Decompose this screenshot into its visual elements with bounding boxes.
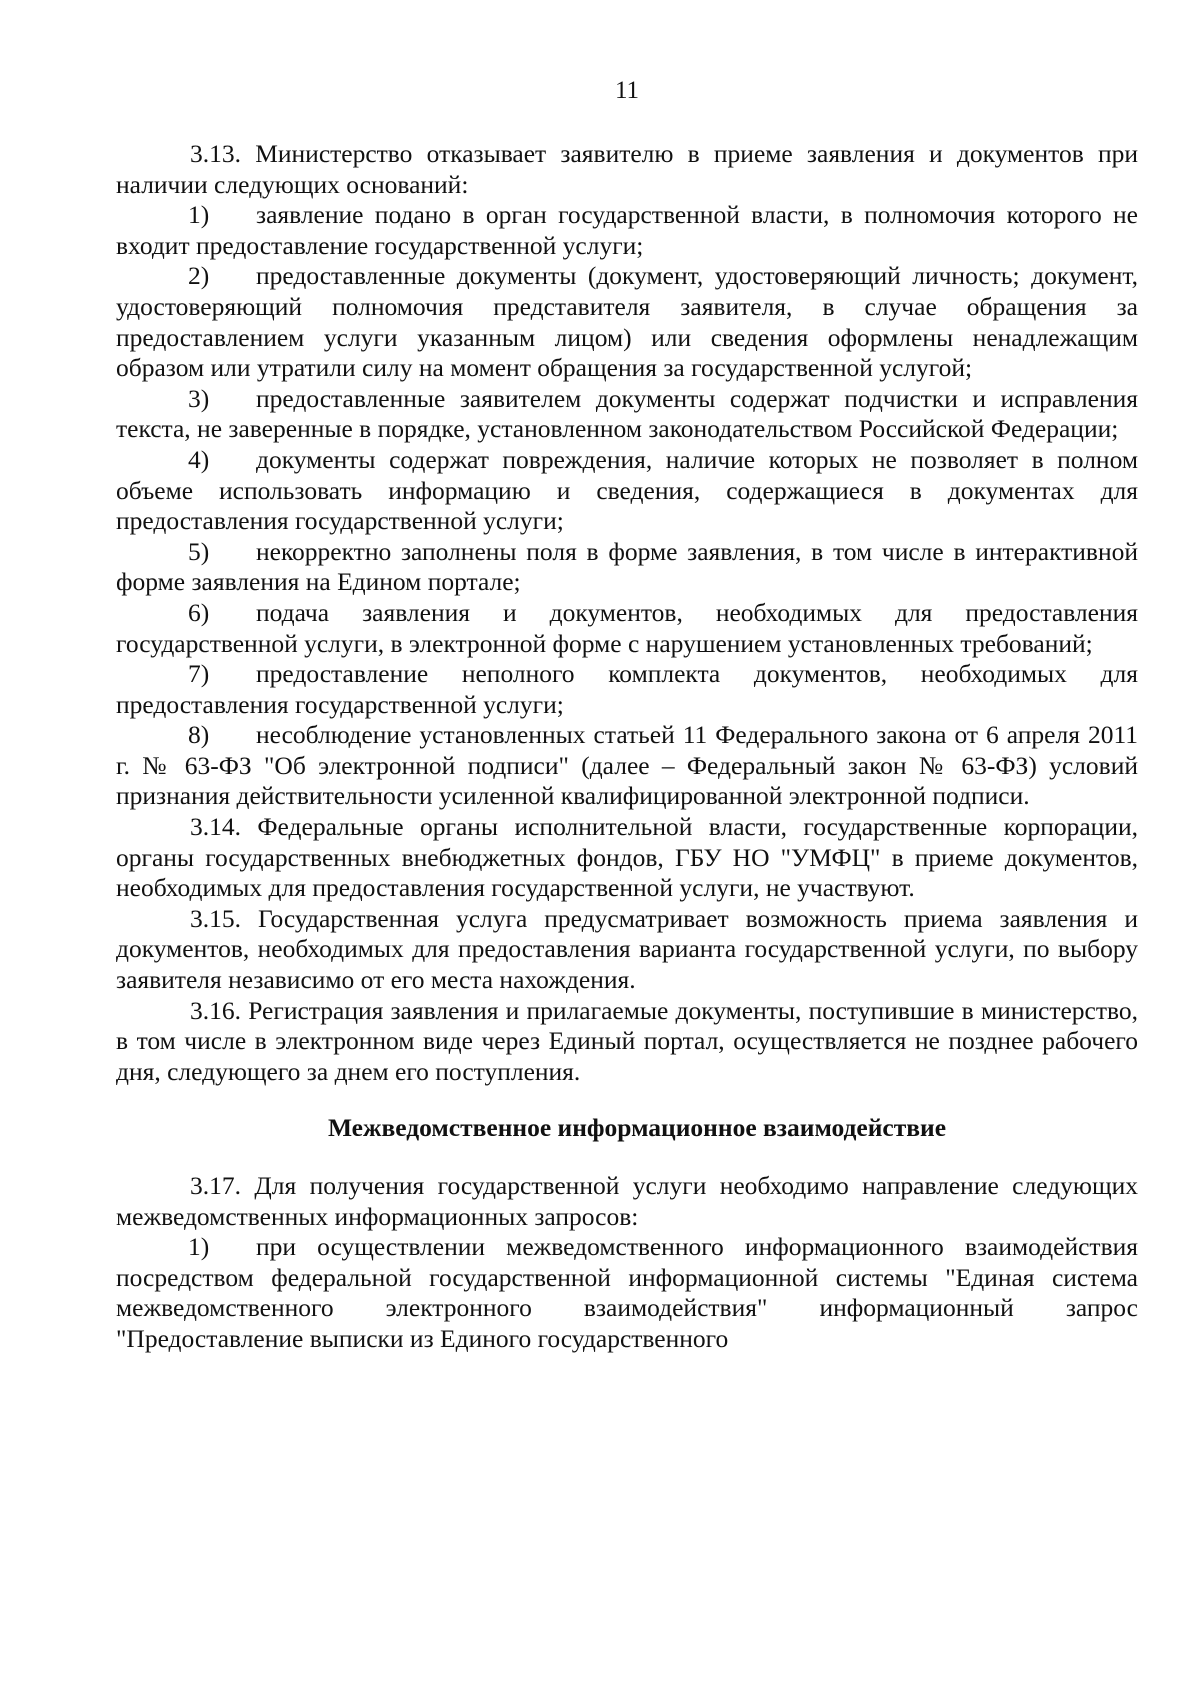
list-item-number: 6) [188, 597, 210, 627]
list-item-text: подача заявления и документов, необходимых для предоставления государственной услуги, в электронной форме с нарушением установленных требований; [116, 597, 1138, 658]
document-body [116, 139, 1138, 1355]
list-item-number: 4) [188, 444, 210, 474]
list-item-1 [116, 200, 1138, 261]
paragraph-3-16: 3.16. Регистрация заявления и прилагаемые документы, поступившие в министерство, в том числе в электронном виде через Единый портал, осуществляется не позднее рабочего дня, следующего за днем его поступления. [116, 995, 1138, 1086]
list-item-text: предоставленные заявителем документы содержат подчистки и исправления текста, не заверенные в порядке, установленном законодательством Российской Федерации; [116, 383, 1138, 444]
paragraph-3-17: 3.17. Для получения государственной услуги необходимо направление следующих межведомственных информационных запросов: [116, 1171, 1138, 1231]
list-item-number: 7) [188, 659, 210, 689]
paragraph-3-13: 3.13. Министерство отказывает заявителю в приеме заявления и документов при наличии следующих оснований: [116, 139, 1138, 199]
list-item-number: 1) [188, 1232, 210, 1262]
list-item-number: 5) [188, 536, 210, 566]
list-item-text: заявление подано в орган государственной власти, в полномочия которого не входит предоставление государственной услуги; [116, 200, 1138, 260]
list-item-3 [116, 384, 1138, 445]
list-item-4 [116, 445, 1138, 537]
list-item-8 [116, 720, 1138, 812]
list-item-text: предоставление неполного комплекта документов, необходимых для предоставления государственной услуги; [116, 659, 1138, 719]
list-item-text: предоставленные документы (документ, удостоверяющий личность; документ, удостоверяющий полномочия представителя заявителя, в случае обращения за предоставлением услуги указанным лицом) или сведения оформлены ненадлежащим образом или утратили силу на момент обращения за государственной услугой; [116, 261, 1138, 383]
paragraph-3-14: 3.14. Федеральные органы исполнительной власти, государственные корпорации, органы государственных внебюджетных фондов, ГБУ НО "УМФЦ" в приеме документов, необходимых для предоставления государственной услуги, не участвуют. [116, 812, 1138, 903]
page-number: 11 [614, 77, 640, 104]
list-item-number: 3) [188, 383, 210, 413]
list-item-text: несоблюдение установленных статьей 11 Федерального закона от 6 апреля 2011 г. № 63-ФЗ "Об электронной подписи" (далее – Федеральный закон № 63-ФЗ) условий признания действительности усиленной квалифицированной электронной подписи. [116, 720, 1138, 811]
list-item-text: при осуществлении межведомственного информационного взаимодействия посредством федеральной государственной информационной системы "Единая система межведомственного электронного взаимодействия" информационный запрос "Предоставление выписки из Единого государственного [116, 1232, 1138, 1353]
list-item-6 [116, 598, 1138, 659]
list-item-number: 8) [188, 720, 210, 750]
paragraph-3-15: 3.15. Государственная услуга предусматривает возможность приема заявления и документов, необходимых для предоставления варианта государственной услуги, по выбору заявителя независимо от его места нахождения. [116, 903, 1138, 995]
list-item-text: некорректно заполнены поля в форме заявления, в том числе в интерактивной форме заявления на Едином портале; [116, 536, 1138, 597]
list-item-7 [116, 659, 1138, 720]
list-item-5 [116, 537, 1138, 598]
list-item-3-17-1 [116, 1232, 1138, 1354]
list-item-text: документы содержат повреждения, наличие которых не позволяет в полном объеме использовать информацию и сведения, содержащиеся в документах для предоставления государственной услуги; [116, 444, 1138, 536]
list-item-number: 1) [188, 200, 210, 230]
section-heading: Межведомственное информационное взаимодействие [327, 1113, 947, 1143]
list-item-2 [116, 261, 1138, 383]
list-item-number: 2) [188, 261, 210, 291]
